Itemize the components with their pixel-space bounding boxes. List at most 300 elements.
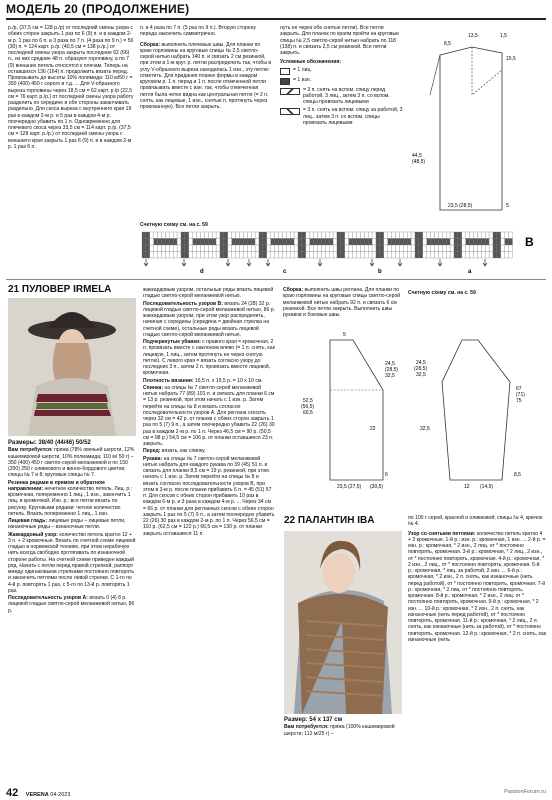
chart-cell [505, 239, 509, 246]
m20-pattern-schematic [410, 25, 546, 215]
m21-materials: пряжа (78% овечьей шерсти, 12% кашемировой шерсти, 10% полиамида; 110 м/ 50 г) – 350 (400) 450 г светло-серой меланжевой и по 150 (200) 250 г оливкового и винно-бордового цветов; спицы № 7 и 8; круговые спицы № 7. [8, 447, 135, 479]
chart-cell [290, 245, 294, 252]
chart-cell [318, 239, 322, 246]
chart-cell [232, 232, 236, 239]
chart-cell [341, 239, 345, 246]
knit-symbol-icon [280, 68, 290, 75]
chart-cell [392, 232, 396, 239]
chart-cell [368, 245, 372, 252]
m21-asm: выполнить швы реглана. Для планки по краю горловины на круговые спицы светло-серой меланжевой нитью набрать 92 п. и связать 6 см резинкой. Все петли закрыть. Выполнить швы рукавов и боковые швы. [283, 287, 401, 318]
chart-cell [431, 252, 435, 259]
m21-sleeve-dim-8: 8,5 [514, 472, 521, 478]
chart-cell [477, 232, 481, 239]
chart-cell [415, 239, 419, 246]
chart-cell [497, 239, 501, 246]
chart-cell [193, 245, 197, 252]
chart-cell [372, 252, 376, 259]
m20-dim-3: 1,5 [500, 33, 507, 39]
chart-cell [415, 252, 419, 259]
chart-cell [509, 239, 513, 246]
chart-cell [232, 252, 236, 259]
arrow-label-b: b [378, 269, 382, 275]
m21-back: на спицы № 7 светло-серой меланжевой нитью набрать 77 (89) 101 п. и связать для планки 6 см = 13 р. резинкой, при этом начать с 1 изн. р. Затем перейти на спицы № 8 и вязать согласно последовательности узоров А. Для реглана скосить через 32 см = 42 р. от планки с обеих сторон закрыть 1 раз по 5 (7) 9 п., а затем поочередно убавить 22 (26) 30 раз в каждом 2-м р. по 1 п. Через 46,5 см = 90 р. (50,5 см = 98 р.) 54,5 см = 106 р. от планки оставшиеся 23 п. закрыть. [143, 384, 275, 447]
m21-body-dim-2: (56,5) [301, 404, 315, 410]
chart-cell [384, 232, 388, 239]
chart-cell [185, 245, 189, 252]
chart-cell [407, 239, 411, 246]
chart-cell [212, 252, 216, 259]
chart-cell [298, 239, 302, 246]
chart-cell [450, 252, 454, 259]
chart-cell [204, 252, 208, 259]
chart-cell [201, 239, 205, 246]
chart-cell [388, 232, 392, 239]
m21-gauge-label: Плотность вязания: [143, 377, 194, 384]
m21-body-dim-4: 24,5 [385, 361, 395, 367]
chart-cell [509, 245, 513, 252]
m21-col1 [8, 440, 136, 615]
chart-cell [333, 239, 337, 246]
chart-cell [450, 245, 454, 252]
chart-cell [364, 245, 368, 252]
chart-cell [169, 239, 173, 246]
chart-cell [314, 239, 318, 246]
m20-dim-7: 23,5 (28,5) [448, 203, 473, 209]
chart-cell [228, 239, 232, 246]
chart-cell [318, 252, 322, 259]
chart-cell [345, 232, 349, 239]
chart-cell [193, 252, 197, 259]
chart-cell [376, 252, 380, 259]
chart-cell [364, 239, 368, 246]
chart-cell [208, 245, 212, 252]
chart-cell [357, 232, 361, 239]
chart-cell [216, 239, 220, 246]
chart-cell [220, 245, 224, 252]
chart-cell [388, 239, 392, 246]
chart-cell [427, 252, 431, 259]
chart-cell [419, 232, 423, 239]
chart-cell [509, 232, 513, 239]
m21-rib: нечетное количество петель. Лиц. р.: кромочная, попеременно 1 лиц., 1 изн., закончить 1 лиц. и кромочной. Изн. р.: все петли вязать по рисунку. Круговыми рядами: четное количество петель. Вязать попеременно 1 лиц., 1 изн. [8, 485, 132, 517]
chart-cell [158, 232, 162, 239]
chart-cell [298, 232, 302, 239]
chart-cell [228, 245, 232, 252]
chart-cell [247, 245, 251, 252]
chart-cell [454, 239, 458, 246]
arrow-label-a: a [468, 269, 472, 275]
chart-cell [212, 232, 216, 239]
chart-cell [294, 245, 298, 252]
m21-col2a: жаккардовым узором, остальные ряды вязать лицевой гладью светло-серой меланжевой нитью. [143, 287, 274, 300]
m21-sleeve-dim-1: 24,5 [416, 360, 426, 366]
chart-cell [380, 232, 384, 239]
chart-arrow [370, 259, 374, 266]
chart-cell [208, 232, 212, 239]
m20-dim-4: 15,5 [506, 56, 516, 62]
legend-title: Условные обозначения: [280, 59, 342, 66]
chart-cell [481, 252, 485, 259]
chart-cell [407, 252, 411, 259]
chart-cell [345, 239, 349, 246]
chart-cell [201, 252, 205, 259]
chart-cell [466, 252, 470, 259]
chart-cell [423, 245, 427, 252]
m20-dim-5: 44,5 [412, 153, 422, 159]
chart-cell [493, 239, 497, 246]
chart-cell [173, 252, 177, 259]
m21-materials-label: Вам потребуется: [8, 447, 53, 454]
m21-chart-label: Счетную схему см. на с. 59 [408, 290, 476, 296]
chart-cell [470, 252, 474, 259]
m22-mat: пряжа (100% кашемировой шерсти; 112 м/25 г) – [284, 724, 395, 737]
m21-sleeve-label: Рукава: [143, 455, 163, 462]
chart-cell [333, 232, 337, 239]
m21-col3 [283, 287, 401, 319]
chart-cell [275, 239, 279, 246]
chart-cell [388, 252, 392, 259]
chart-cell [493, 252, 497, 259]
chart-cell [240, 252, 244, 259]
chart-cell [501, 245, 505, 252]
chart-cell [415, 245, 419, 252]
chart-cell [259, 252, 263, 259]
chart-cell [204, 232, 208, 239]
chart-cell [466, 239, 470, 246]
chart-cell [158, 245, 162, 252]
chart-cell [458, 232, 462, 239]
m21-sleeve-dim-9: 12 [464, 484, 470, 490]
chart-cell [427, 239, 431, 246]
chart-cell [399, 252, 403, 259]
chart-cell [493, 245, 497, 252]
chart-cell [481, 239, 485, 246]
chart-cell [154, 239, 158, 246]
m21-body-dim-9: 23,5 (27,5) [337, 484, 362, 490]
chart-cell [271, 252, 275, 259]
chart-cell [349, 232, 353, 239]
chart-cell [446, 232, 450, 239]
chart-cell [349, 239, 353, 246]
chart-cell [302, 252, 306, 259]
chart-cell [321, 252, 325, 259]
m21-col2 [143, 287, 275, 538]
m20-chart-arrows [140, 259, 546, 275]
chart-cell [224, 245, 228, 252]
chart-cell [399, 245, 403, 252]
chart-cell [368, 239, 372, 246]
chart-arrow [144, 259, 148, 266]
chart-cell [263, 232, 267, 239]
m21-asm-label: Сборка: [283, 287, 304, 293]
chart-cell [224, 239, 228, 246]
chart-cell [279, 239, 283, 246]
chart-cell [481, 245, 485, 252]
m20-col2a: п. и 4 раза по 7 п. (5 раз по 9 п.). Вторую сторону переда закончить симметрично. [140, 25, 256, 38]
m21-photo [8, 298, 136, 436]
chart-cell [419, 239, 423, 246]
chart-cell [220, 252, 224, 259]
chart-cell [294, 232, 298, 239]
chart-cell [450, 239, 454, 246]
chart-cell [310, 245, 314, 252]
chart-cell [407, 232, 411, 239]
chart-cell [376, 232, 380, 239]
chart-cell [282, 232, 286, 239]
chart-cell [314, 245, 318, 252]
chart-cell [474, 252, 478, 259]
chart-cell [279, 252, 283, 259]
chart-cell [150, 252, 154, 259]
chart-cell [411, 252, 415, 259]
chart-cell [505, 245, 509, 252]
chart-cell [485, 252, 489, 259]
chart-cell [204, 245, 208, 252]
chart-cell [493, 232, 497, 239]
chart-cell [505, 232, 509, 239]
chart-cell [142, 252, 146, 259]
chart-cell [470, 239, 474, 246]
m21-dec-label: Подчеркнутые убавки: [143, 339, 201, 345]
chart-cell [411, 239, 415, 246]
chart-cell [224, 232, 228, 239]
chart-cell [169, 252, 173, 259]
m20-col1-text: р./р, (37,5 см = 128 р./р) от последний смены узора с обеих сторон закрыть 1 раз по 6 (9) п. и в каждом 2-м р. 1 раз по 6 п. и 3 раза по 7 п. (4 раза по 9 п.) = 56 (30) п. = 124 карт. р./р. (40,5 см = 138 р./р.) от последней смены узора закрыть последние 62 (66) п., из них средние 48 п. образуют горловину, а по 7 (9) внешних петель относятся к плечам. Теперь на оставшихся 136 (164) п. продолжить вязать перед. Провязывать до высоты 10% полимида: 110 м/50 г = 350 (400) 450 г серого и т.д. ... Для V-образного выреза горловины через 18,5 см = 62 карт. р./р (22,5 см = 76 карт. р./р.) от последней смены узора работу разделить по середине и обе стороны заканчивать раздельно. Для скоса выреза с внутреннего края 19 раз в каждом 2-м р. и 5 раз в каждом 4-м р. поочередно убавить по 1 п. Одновременно для плечевого скоса через 33,5 см = 114 карт. р./р. (37,5 см = 128 карт. р./р.) от последней смены узора с внешнего края закрыть 1 раз 6 (9) п. и в каждом 2-м р. 1 раз 6 п. [8, 25, 134, 150]
m21-body-dim-3: 60,5 [303, 410, 313, 416]
chart-cell [333, 245, 337, 252]
chart-cell [255, 232, 259, 239]
chart-cell [349, 252, 353, 259]
chart-arrow [226, 259, 230, 266]
m21-stock: лицевые ряды – лицевые петли, изнаночные ряды – изнаночные петли. [8, 518, 126, 531]
chart-cell [177, 232, 181, 239]
m21-sleeve-dim-2: (28,5) [414, 366, 428, 372]
m21-sleeve-dim-10: (14,5) [480, 484, 494, 490]
chart-cell [392, 239, 396, 246]
chart-cell [259, 245, 263, 252]
chart-cell [162, 232, 166, 239]
chart-cell [251, 252, 255, 259]
m21-gauge: 16,5 п. x 19,5 р. = 10 x 10 см. [194, 377, 263, 384]
chart-cell [325, 252, 329, 259]
chart-cell [431, 239, 435, 246]
chart-cell [267, 232, 271, 239]
chart-cell [321, 245, 325, 252]
m20-chart-label: Счетную схему см. на с. 59 [140, 222, 208, 228]
chart-cell [329, 232, 333, 239]
chart-cell [146, 239, 150, 246]
m22-mat-label: Вам потребуется: [284, 724, 329, 731]
chart-cell [275, 252, 279, 259]
chart-cell [204, 239, 208, 246]
chart-cell [431, 232, 435, 239]
chart-cell [154, 232, 158, 239]
chart-cell [384, 239, 388, 246]
chart-cell [458, 245, 462, 252]
m20-assembly-text: выполнить плечевые швы. Для планки по краю горловины на круговые спицы № 2,5 светло-серой нитью набрать 140 п. и связать 2 см резинкой, при этом в 1-м круг. р. петли распределить так, чтобы в углу V-образного выреза находилась 1 изн., эту петлю отметить. Для придания планке формы в каждом круговом р. 1 п. перед и 1 п. после отмеченной петли провязывать вместе с изн. так, чтобы отмеченная петля была четко видна как центральная петля (= 2 п. снять, как лицевые, 1 изн., снятые п. протянуть через провязанную). Все петли закрыть. [140, 41, 272, 110]
chart-cell [442, 245, 446, 252]
chart-cell [325, 232, 329, 239]
chart-arrow [247, 259, 251, 266]
chart-cell [446, 239, 450, 246]
chart-cell [474, 245, 478, 252]
chart-cell [154, 245, 158, 252]
chart-cell [485, 239, 489, 246]
chart-cell [216, 245, 220, 252]
chart-cell [181, 232, 185, 239]
chart-cell [337, 252, 341, 259]
header-rule [6, 18, 546, 20]
chart-cell [263, 245, 267, 252]
chart-cell [431, 245, 435, 252]
cable-back-icon [280, 108, 300, 115]
chart-cell [154, 252, 158, 259]
chart-cell [263, 239, 267, 246]
chart-cell [189, 232, 193, 239]
chart-cell [232, 245, 236, 252]
chart-cell [247, 232, 251, 239]
chart-cell [415, 232, 419, 239]
chart-cell [442, 232, 446, 239]
chart-cell [247, 239, 251, 246]
m21-sleeve-schematic [410, 330, 546, 492]
chart-cell [158, 239, 162, 246]
m21-body-schematic [285, 330, 400, 492]
chart-cell [329, 239, 333, 246]
chart-cell [142, 239, 146, 246]
chart-cell [353, 232, 357, 239]
arrow-label-d: d [200, 269, 204, 275]
chart-cell [357, 252, 361, 259]
chart-cell [208, 252, 212, 259]
chart-cell [357, 245, 361, 252]
chart-arrow [483, 259, 487, 266]
chart-cell [142, 245, 146, 252]
chart-cell [251, 232, 255, 239]
chart-cell [384, 252, 388, 259]
chart-cell [353, 239, 357, 246]
arrow-label-c: c [283, 269, 287, 275]
chart-cell [442, 239, 446, 246]
chart-cell [146, 245, 150, 252]
chart-cell [411, 245, 415, 252]
chart-cell [158, 252, 162, 259]
chart-cell [442, 252, 446, 259]
chart-cell [474, 232, 478, 239]
cable-front-icon [280, 88, 300, 95]
m20-col3 [280, 25, 403, 128]
chart-cell [173, 232, 177, 239]
chart-cell [427, 232, 431, 239]
chart-cell [294, 252, 298, 259]
chart-cell [197, 232, 201, 239]
chart-cell [438, 252, 442, 259]
chart-arrow [266, 259, 270, 266]
chart-cell [341, 252, 345, 259]
chart-cell [345, 252, 349, 259]
page-footer [6, 787, 546, 799]
chart-cell [189, 245, 193, 252]
chart-cell [353, 252, 357, 259]
chart-cell [329, 245, 333, 252]
chart-cell [290, 239, 294, 246]
chart-cell [146, 232, 150, 239]
chart-cell [243, 239, 247, 246]
chart-cell [197, 252, 201, 259]
chart-cell [275, 245, 279, 252]
chart-cell [419, 245, 423, 252]
m22-size: Размер: 54 x 137 см [284, 717, 343, 723]
m21-body-dim-7: 22 [370, 426, 376, 432]
legend-knit: = 1 лиц. [280, 67, 403, 75]
chart-cell [438, 239, 442, 246]
chart-cell [485, 245, 489, 252]
chart-cell [403, 252, 407, 259]
chart-cell [396, 232, 400, 239]
chart-cell [169, 245, 173, 252]
chart-cell [318, 232, 322, 239]
chart-cell [341, 245, 345, 252]
magazine-name: VERENA [25, 792, 49, 798]
chart-cell [337, 232, 341, 239]
chart-cell [185, 239, 189, 246]
chart-cell [360, 245, 364, 252]
m21-jacq: количество петель кратно 12 + 3 п. + 2 кромочные. Вязать по счетной схеме лицевой гладью в норвежской технике, при этом нерабочую нить всегда свободно протягивать по изнаночной стороне работы. На счетной схеме приведен каждый ряд. Начать с петли перед правой стрелкой, раппорт между одинаковыми стрелками постоянно повторять и закончить петлями после левой стрелки. С 1-го по 4-й р. повторять 1 раз, с 5-го по 13-й р. повторять 1 раз. [8, 531, 136, 594]
m21-body-dim-10: (30,5) [370, 484, 384, 490]
chart-cell [403, 232, 407, 239]
chart-cell [236, 252, 240, 259]
chart-cell [267, 239, 271, 246]
chart-cell [462, 245, 466, 252]
chart-cell [454, 252, 458, 259]
chart-cell [423, 239, 427, 246]
m21-back-label: Спинка: [143, 384, 164, 391]
chart-cell [181, 245, 185, 252]
chart-cell [306, 239, 310, 246]
chart-cell [224, 252, 228, 259]
chart-cell [470, 232, 474, 239]
m21-front-label: Перед: [143, 448, 161, 455]
chart-cell [193, 239, 197, 246]
m21-dec: с правого края = кромочная, 2 п. провязать вместе с наклоном влево (= 1 п. снять, как лицевую, 1 лиц., затем протянуть ее через снятую петлю). С левого края = вязать согласно узору до последних 3 п., затем 2 п. провязать вместе лицевой, кромочная. [143, 339, 275, 377]
chart-cell [470, 245, 474, 252]
chart-cell [306, 245, 310, 252]
m21-sleeve: на спицы № 7 светло-серой меланжевой нитью набрать для каждого рукава по 39 (45) 51 п. и связать для планки 8,5 см = 19 р. резинкой, при этом начать с 1 изн. р. Затем перейти на спицы № 8 и вязать согласно последовательности узоров В, при этом в 3-м р. после планки прибавить 6 п. = 45 (51) 57 п. Для скосов с обеих сторон прибавить 10 раз в каждом 6-м р. и 3 раза в каждом 4-м р. ... Через 34 см = 66 р. от планки для регланных скосов с обеих сторон закрыть 1 раз по 5 (7) 9 п., а затем поочередно убавить 22 (26) 30 раз в каждом 2-м р. по 1 п. Через 56,5 см = 110 р. (62,5 см = 122 р.) 66,5 см = 130 р. от планки закрыть оставшиеся 11 п. [143, 455, 275, 537]
chart-cell [372, 245, 376, 252]
watermark: PassionForum.ru [504, 789, 546, 795]
chart-cell [162, 252, 166, 259]
chart-cell [302, 239, 306, 246]
chart-cell [477, 239, 481, 246]
chart-cell [294, 239, 298, 246]
m21-seq-label: Последовательность узоров А: [8, 595, 88, 601]
chart-cell [165, 232, 169, 239]
chart-cell [376, 239, 380, 246]
chart-cell [497, 245, 501, 252]
m21-seqB: вязать 24 (28) 32 р. лицевой гладью светло-серой меланжевой нитью, 86 р. жаккардовым узором, при этом узор распределить, начиная с середины (середина = двойная стрелка на счетной схеме), остальные ряды вязать лицевой гладью светло-серой меланжевой нитью. [143, 300, 276, 338]
chart-cell [360, 239, 364, 246]
m21-title: 21 ПУЛОВЕР IRMELA [8, 284, 112, 295]
chart-cell [435, 252, 439, 259]
m22-title: 22 ПАЛАНТИН IBA [284, 515, 375, 526]
chart-cell [201, 245, 205, 252]
legend-cable-back: = 3 п. снять на вспом. спицу за работой, 3 лиц., затем 3 п. со вспом. спицы провязать лицевыми [280, 107, 403, 126]
purl-symbol-icon [280, 78, 290, 85]
chart-cell [396, 252, 400, 259]
chart-cell [259, 239, 263, 246]
m22-photo [284, 531, 402, 714]
m21-seqB-label: Последовательность узоров В: [143, 300, 223, 307]
